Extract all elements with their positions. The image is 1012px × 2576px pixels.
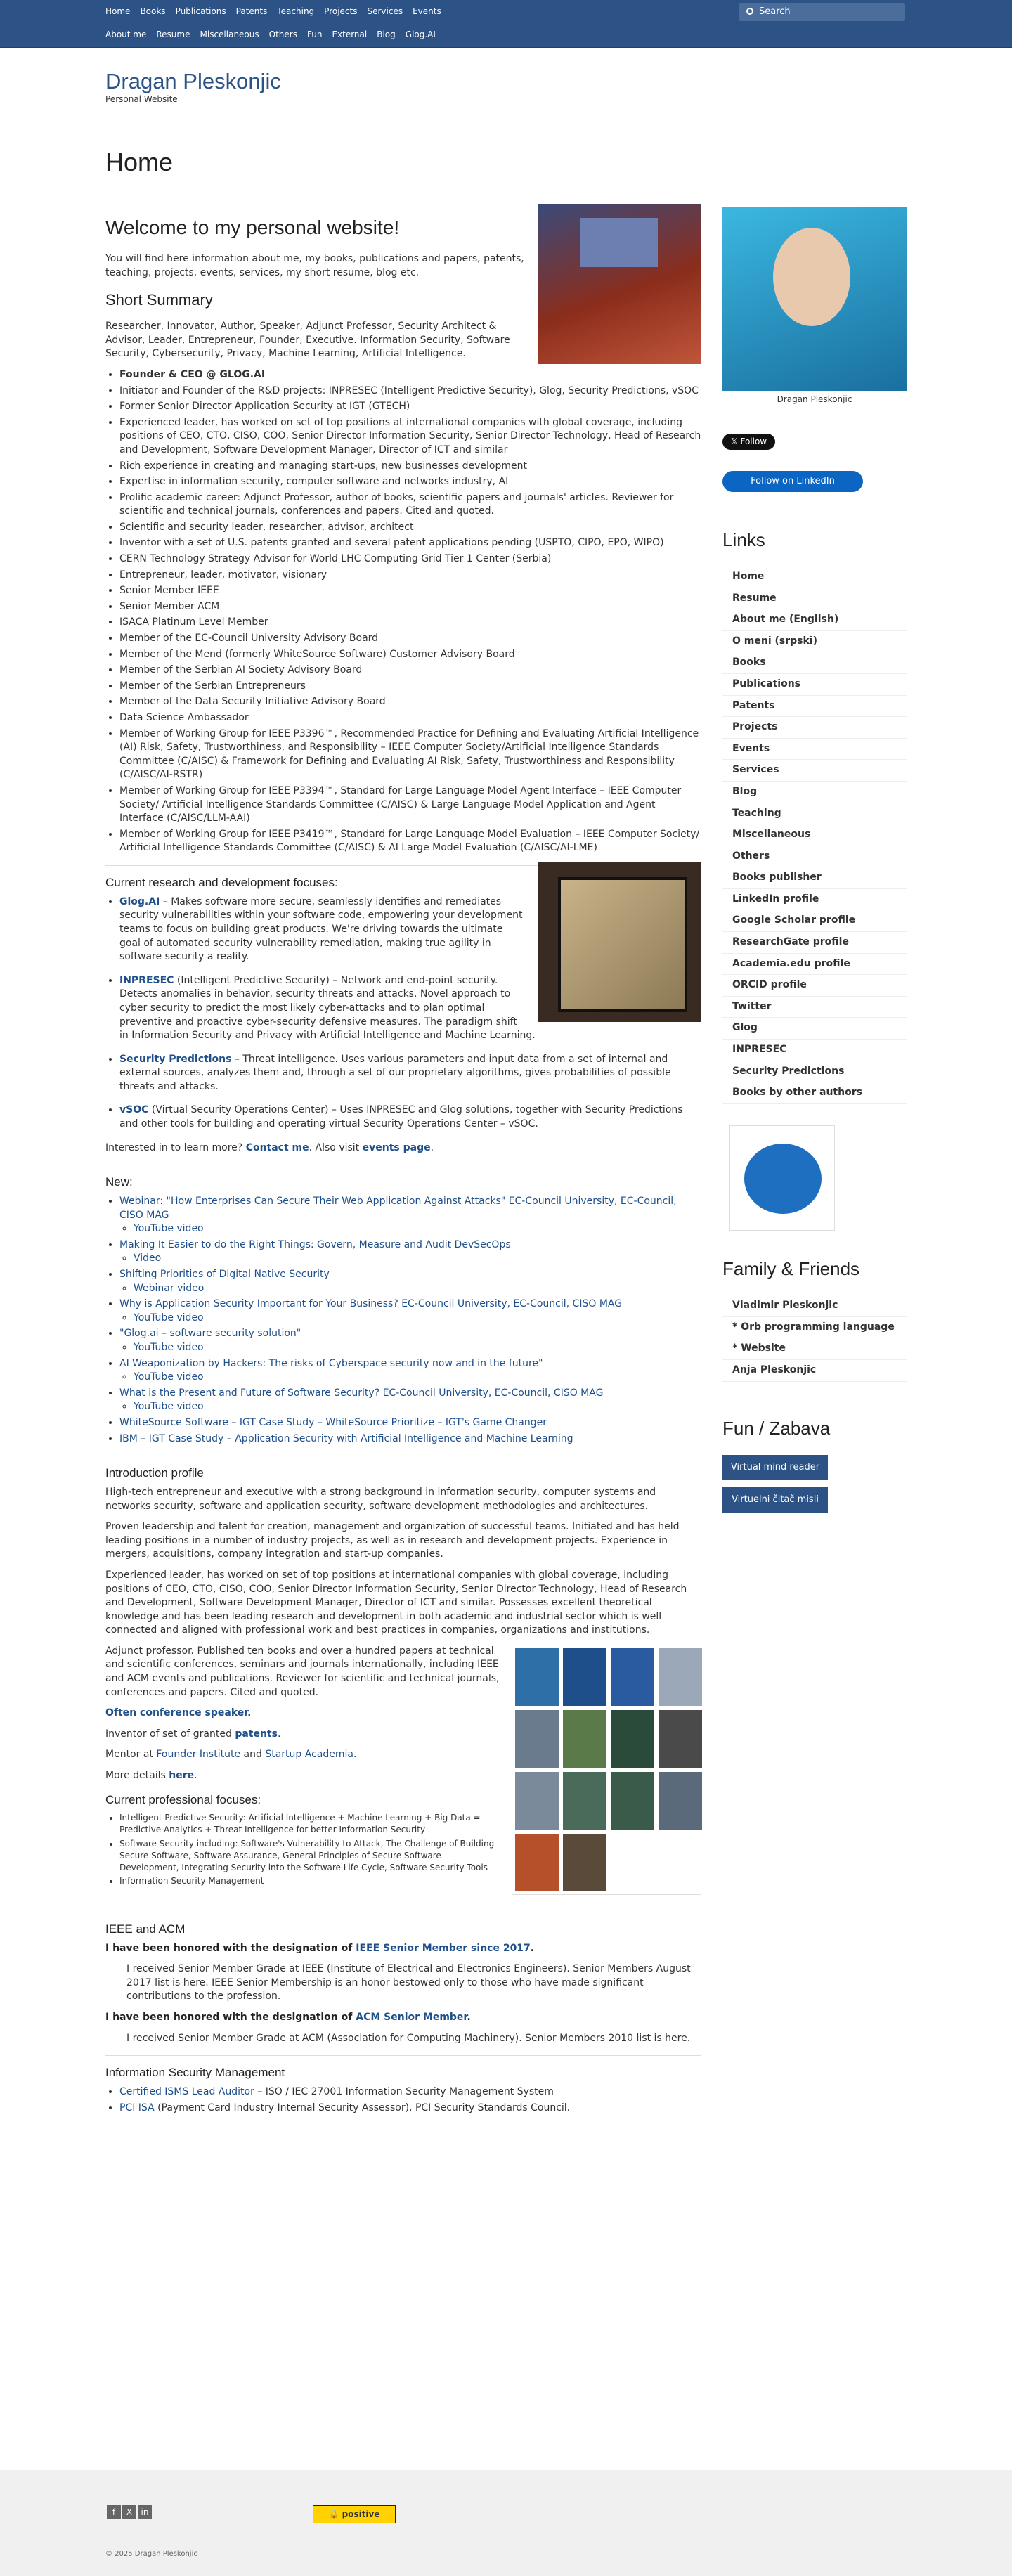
site-subtitle: Personal Website [105, 94, 178, 104]
sidebar-link[interactable]: ResearchGate profile [722, 932, 907, 954]
focus-item [119, 1053, 701, 1094]
summary-item: • Member of the Serbian AI Society Advisory Board [119, 664, 701, 678]
focus-link[interactable]: Glog.AI [119, 895, 160, 907]
news-sublist [134, 1341, 701, 1355]
nav-patents[interactable]: Patents [235, 6, 268, 16]
professional-focus-item: • Information Security Management [119, 1875, 701, 1887]
book-cover[interactable] [515, 1834, 559, 1891]
search-input[interactable] [739, 3, 905, 21]
photo-caption: Dragan Pleskonjic [777, 394, 852, 404]
sidebar-link[interactable]: Resume [722, 588, 907, 610]
summary-item: • Scientific and security leader, researcher, advisor, architect [119, 521, 701, 535]
summary-item: • Former Senior Director Application Security at IGT (GTECH) [119, 400, 701, 414]
book-cover[interactable] [563, 1772, 606, 1830]
sidebar-link[interactable]: Blog [722, 782, 907, 803]
summary-item: • Member of Working Group for IEEE P3394™, Standard for Large Language Model Agent Interface – IEEE Computer Society/ Artificial Intelligence Standards Committee (C/AISC) & Large Language Model Application and Agent Interface (C/AISC/LLM-AAI) [119, 784, 701, 826]
professional-focus-item: • Intelligent Predictive Security: Artificial Intelligence + Machine Learning + Big Data = Predictive Analytics + Threat Intelligence for better Information Security [119, 1812, 701, 1836]
intro-paragraph-1: High-tech entrepreneur and executive with a strong background in information security, computer systems and networks security, software and application security, software development methodologies and architectures. [105, 1486, 656, 1512]
acm-honor-text: I have been honored with the designation of ACM Senior Member. [105, 2012, 471, 2024]
patents-link[interactable]: patents [235, 1728, 278, 1740]
nav-row-2 [105, 25, 446, 44]
news-subitem [134, 1282, 701, 1296]
more-details-link[interactable]: here [169, 1770, 195, 1782]
events-page-link[interactable]: events page [362, 1141, 431, 1153]
nav-fun[interactable]: Fun [306, 29, 323, 39]
nav-services[interactable]: Services [367, 6, 403, 16]
sidebar-link[interactable]: Teaching [722, 803, 907, 825]
news-sublink[interactable]: YouTube video [134, 1341, 204, 1353]
search-icon [746, 8, 753, 15]
ism-list [119, 2085, 701, 2115]
family-link[interactable]: * Orb programming language [722, 1317, 907, 1339]
interest-text: Interested in to learn more? Contact me. Also visit events page. [105, 1141, 434, 1153]
links-heading: Links [722, 529, 765, 550]
top-nav [0, 0, 1012, 48]
site-title[interactable]: Dragan Pleskonjic [105, 69, 281, 93]
focus-link[interactable]: INPRESEC [119, 974, 174, 986]
summary-item: • Member of Working Group for IEEE P3419™, Standard for Large Language Model Evaluation – IEEE Computer Society/ Artificial Intelligence Standards Committee (C/AISC) & AI Large Model Evaluation (C/AISC/AI-LME) [119, 828, 701, 855]
linkedin-icon[interactable]: in [138, 2505, 152, 2519]
ism-link[interactable]: PCI ISA [119, 2102, 155, 2114]
intro-paragraph-2: Proven leadership and talent for creation, management and organization of successful teams. Initiated and has held leading positions in a number of industry projects, as well as in research and development projects. Experience in mergers, acquisitions, company integration and start-up companies. [105, 1521, 680, 1560]
news-sublink[interactable]: YouTube video [134, 1401, 204, 1413]
news-item [119, 1297, 701, 1325]
nav-teaching[interactable]: Teaching [277, 6, 315, 16]
startup-academia-link[interactable]: Startup Academia [265, 1749, 353, 1761]
news-item [119, 1327, 701, 1354]
more-details-text: More details here. [105, 1770, 197, 1782]
ism-text: (Payment Card Industry Internal Security Assessor), PCI Security Standards Council. [154, 2102, 571, 2114]
ieee-acm-heading: IEEE and ACM [105, 1922, 186, 1936]
focus-text: (Virtual Security Operations Center) – Uses INPRESEC and Glog solutions, together with Security Predictions and other tools for building and operating virtual Security Operations Center – vSOC. [119, 1104, 683, 1130]
summary-item: • Initiator and Founder of the R&D projects: INPRESEC (Intelligent Predictive Security), Glog, Security Predictions, vSOC [119, 384, 701, 399]
ism-item [119, 2102, 701, 2116]
sidebar-link[interactable]: Publications [722, 674, 907, 696]
sidebar-link[interactable]: Others [722, 846, 907, 868]
focus-heading: Current research and development focuses: [105, 875, 338, 889]
book-cover[interactable] [563, 1710, 606, 1768]
nav-external[interactable]: External [332, 29, 368, 39]
welcome-heading: Welcome to my personal website! [105, 216, 400, 238]
sidebar-link[interactable]: Patents [722, 696, 907, 718]
family-heading: Family & Friends [722, 1257, 860, 1279]
nav-miscellaneous[interactable]: Miscellaneous [200, 29, 259, 39]
news-link[interactable]: WhiteSource Software – IGT Case Study – WhiteSource Prioritize – IGT's Game Changer [119, 1416, 547, 1428]
ieee-honor-text: I have been honored with the designation of IEEE Senior Member since 2017. [105, 1942, 535, 1954]
sidebar-link[interactable]: Miscellaneous [722, 824, 907, 846]
sidebar-link[interactable]: INPRESEC [722, 1040, 907, 1061]
focus-text: (Intelligent Predictive Security) – Network and end-point security. Detects anomalies in behavior, security threats and attacks. Novel approach to cyber security to predict the most likely cyber-attacks and to plan optimal preventive and proactive cyber-security defensive measures. The paradigm shift in Information Security and Privacy with Artificial Intelligence and Machine Learning. [119, 974, 536, 1042]
new-heading: New: [105, 1175, 133, 1189]
summary-item: • CERN Technology Strategy Advisor for World LHC Computing Grid Tier 1 Center (Serbia) [119, 552, 701, 567]
intro-paragraph-3: Experienced leader, has worked on set of top positions at international companies with global coverage, including positions of CEO, CTO, CISO, COO, Senior Director Information Security, Senior Director Technology, Head of Research and Development, Software Development Manager, Director of ICT and similar. Possesses excellent theoretical knowledge and has been leading research and development in both academic and industrial sector which is well connected and aligned with professional work and best practices in companies, organizations and institutions. [105, 1569, 687, 1636]
founder-institute-link[interactable]: Founder Institute [156, 1749, 241, 1761]
news-subitem [134, 1222, 701, 1236]
ism-text: – ISO / IEC 27001 Information Security Management System [254, 2086, 554, 2098]
news-subitem [134, 1312, 701, 1326]
focus-item [119, 1103, 701, 1131]
fun-heading: Fun / Zabava [722, 1417, 831, 1439]
news-link[interactable]: Why is Application Security Important for Your Business? EC-Council University, EC-Council, CISO MAG [119, 1298, 623, 1310]
summary-list [119, 368, 701, 855]
summary-item: • Entrepreneur, leader, motivator, visionary [119, 569, 701, 583]
book-covers-grid [512, 1645, 701, 1895]
x-icon[interactable]: X [122, 2505, 136, 2519]
news-link[interactable]: "Glog.ai – software security solution" [119, 1328, 301, 1340]
summary-item: • Senior Member IEEE [119, 584, 701, 598]
divider [105, 2055, 701, 2056]
sidebar-link[interactable]: Services [722, 760, 907, 782]
inventor-text: Inventor of set of granted patents. [105, 1728, 281, 1740]
focus-link[interactable]: vSOC [119, 1104, 149, 1116]
intro-profile-heading: Introduction profile [105, 1466, 204, 1480]
news-sublist [134, 1222, 701, 1236]
nav-blog[interactable]: Blog [377, 29, 396, 39]
book-cover[interactable] [515, 1772, 559, 1830]
main-content [105, 209, 701, 2122]
news-sublist [134, 1371, 701, 1385]
news-item [119, 1268, 701, 1295]
sidebar-link[interactable]: Security Predictions [722, 1061, 907, 1083]
news-link[interactable]: IBM – IGT Case Study – Application Security with Artificial Intelligence and Machine Learning [119, 1432, 573, 1444]
news-sublink[interactable]: YouTube video [134, 1371, 204, 1383]
summary-item: • Member of the Serbian Entrepreneurs [119, 680, 701, 694]
news-subitem [134, 1371, 701, 1385]
professional-focus-item: • Software Security including: Software's Vulnerability to Attack, The Challenge of Building Secure Software, Software Assurance, General Principles of Secure Software Development, Integrating Security into the Software Life Cycle, Software Security Tools [119, 1838, 701, 1873]
news-sublink[interactable]: Video [134, 1253, 162, 1264]
family-link[interactable]: Anja Pleskonjic [722, 1360, 907, 1382]
conference-speaker-link[interactable]: Often conference speaker. [105, 1707, 252, 1719]
nav-row-1 [105, 2, 451, 20]
summary-item: • Rich experience in creating and managing start-ups, new businesses development [119, 460, 701, 474]
sidebar-link[interactable]: Books by other authors [722, 1082, 907, 1104]
focus-link[interactable]: Security Predictions [119, 1053, 232, 1065]
ism-heading: Information Security Management [105, 2066, 285, 2080]
intro-paragraph-4: Adjunct professor. Published ten books and over a hundred papers at technical and scientific conferences, seminars and journals internationally, including IEEE and ACM events and publications. Reviewer for scientific and technical journals, conferences and papers. Cited and quoted. [105, 1645, 500, 1698]
summary-item: • Data Science Ambassador [119, 711, 701, 725]
news-sublink[interactable]: Webinar video [134, 1282, 205, 1294]
summary-item: • Senior Member ACM [119, 600, 701, 614]
family-list [722, 1295, 907, 1381]
book-cover[interactable] [659, 1772, 702, 1830]
book-cover[interactable] [563, 1834, 606, 1891]
news-list [119, 1195, 701, 1446]
copyright: © 2025 Dragan Pleskonjic [105, 2550, 197, 2558]
news-link[interactable]: Making It Easier to do the Right Things: Govern, Measure and Audit DevSecOps [119, 1238, 511, 1250]
sidebar-link[interactable]: Twitter [722, 997, 907, 1018]
professional-focus-heading: Current professional focuses: [105, 1792, 261, 1806]
sidebar-link[interactable]: ORCID profile [722, 975, 907, 997]
ieee-plaque-photo [538, 867, 701, 1022]
book-cover[interactable] [611, 1648, 654, 1706]
summary-item: • Founder & CEO @ GLOG.AI [119, 368, 701, 382]
book-cover[interactable] [515, 1648, 559, 1706]
sidebar-link[interactable]: LinkedIn profile [722, 889, 907, 911]
sidebar-link[interactable]: About me (English) [722, 609, 907, 631]
news-subitem [134, 1341, 701, 1355]
footer [0, 2470, 1012, 2576]
summary-item: • Inventor with a set of U.S. patents granted and several patent applications pending (USPTO, CIPO, EPO, WIPO) [119, 536, 701, 550]
contact-me-link[interactable]: Contact me [245, 1141, 309, 1153]
news-link[interactable]: Webinar: "How Enterprises Can Secure Their Web Application Against Attacks" EC-Council University, EC-Council, CISO MAG [119, 1196, 677, 1221]
nav-books[interactable]: Books [140, 6, 166, 16]
book-cover[interactable] [659, 1648, 702, 1706]
dp-logo[interactable] [729, 1125, 835, 1231]
summary-item: • Experienced leader, has worked on set of top positions at international companies with global coverage, including positions of CEO, CTO, CISO, COO, Senior Director Information Security, Senior Director Technology, Head of Research and Development, Software Development Manager, Director of ICT and similar [119, 416, 701, 458]
news-sublist [134, 1252, 701, 1266]
family-link[interactable]: Vladimir Pleskonjic [722, 1295, 907, 1317]
news-subitem [134, 1252, 701, 1266]
facebook-icon[interactable]: f [107, 2505, 121, 2519]
news-item [119, 1432, 701, 1446]
focus-text: – Makes software more secure, seamlessly identifies and remediates security vulnerabilities within your software code, empowering your development teams to focus on building great products. We're driving towards the ultimate goal of automated security vulnerability remediation, making true agility in software security a reality. [119, 895, 523, 963]
news-sublist [134, 1400, 701, 1414]
nav-events[interactable]: Events [413, 6, 441, 16]
acm-paragraph: I received Senior Member Grade at ACM (Association for Computing Machinery). Senior Members 2010 list is here. [126, 2032, 691, 2044]
virtual-mind-reader-button[interactable]: Virtual mind reader [722, 1455, 828, 1480]
profile-photo [722, 207, 907, 391]
short-summary-text: Researcher, Innovator, Author, Speaker, Adjunct Professor, Security Architect & Advisor, Leader, Entrepreneur, Founder, Executive. Information Security, Software Security, Cybersecurity, Privacy, Machine Learning, Artificial Intelligence. [105, 321, 510, 360]
lock-icon: 🔒 [328, 2509, 342, 2519]
follow-linkedin-button[interactable]: Follow on LinkedIn [722, 471, 863, 492]
news-sublist [134, 1282, 701, 1296]
nav-about-me[interactable]: About me [105, 29, 147, 39]
sidebar-link[interactable]: O meni (srpski) [722, 631, 907, 653]
book-cover[interactable] [515, 1710, 559, 1768]
book-cover[interactable] [611, 1710, 654, 1768]
nav-publications[interactable]: Publications [175, 6, 226, 16]
sidebar-link[interactable]: Home [722, 567, 907, 588]
ism-item [119, 2085, 701, 2099]
news-item [119, 1238, 701, 1266]
news-sublist [134, 1312, 701, 1326]
summary-item: • ISACA Platinum Level Member [119, 616, 701, 630]
acm-senior-member-link[interactable]: ACM Senior Member [356, 2012, 467, 2024]
book-cover[interactable] [611, 1772, 654, 1830]
follow-x-button[interactable]: 𝕏 Follow [722, 434, 775, 450]
sidebar-link[interactable]: Books [722, 652, 907, 674]
news-item [119, 1416, 701, 1430]
summary-item: • Member of the Mend (formerly WhiteSource Software) Customer Advisory Board [119, 648, 701, 662]
news-sublink[interactable]: YouTube video [134, 1223, 204, 1235]
news-subitem [134, 1400, 701, 1414]
family-link[interactable]: * Website [722, 1338, 907, 1360]
focus-text: – Threat intelligence. Uses various parameters and input data from a set of internal and external sources, analyzes them and, through a set of our proprietary algorithms, gives probabilities of possible threats and attacks. [119, 1053, 671, 1092]
short-summary-heading: Short Summary [105, 291, 213, 309]
page-title: Home [105, 148, 174, 176]
ism-link[interactable]: Certified ISMS Lead Auditor [119, 2086, 254, 2098]
nav-glog-ai[interactable]: Glog.AI [405, 29, 436, 39]
news-item [119, 1195, 701, 1236]
mentor-text: Mentor at Founder Institute and Startup Academia. [105, 1749, 357, 1761]
book-cover[interactable] [563, 1648, 606, 1706]
sidebar-link[interactable]: Projects [722, 717, 907, 739]
summary-item: • Prolific academic career: Adjunct Professor, author of books, scientific papers and journals' articles. Reviewer for scientific and technical journals, conferences and papers. Cited and quoted. [119, 491, 701, 519]
nav-home[interactable]: Home [105, 6, 131, 16]
social-icons [107, 2505, 153, 2520]
ieee-senior-member-link[interactable]: IEEE Senior Member since 2017 [356, 1942, 531, 1954]
x-icon: 𝕏 [731, 436, 741, 446]
book-cover[interactable] [659, 1710, 702, 1768]
sidebar-link[interactable]: Events [722, 739, 907, 760]
lecture-photo [538, 204, 701, 364]
sidebar-link[interactable]: Glog [722, 1018, 907, 1040]
intro-text: You will find here information about me, my books, publications and papers, patents, teaching, projects, events, services, my short resume, blog etc. [105, 253, 524, 278]
sidebar [722, 207, 907, 1520]
sidebar-link[interactable]: Google Scholar profile [722, 910, 907, 932]
nav-projects[interactable]: Projects [324, 6, 358, 16]
summary-item: • Member of the Data Security Initiative Advisory Board [119, 695, 701, 709]
summary-item: • Member of Working Group for IEEE P3396™, Recommended Practice for Defining and Evaluating Artificial Intelligence (AI) Risk, Safety, Trustworthiness, and Responsibility – IEEE Computer Society/Artificial Intelligence Standards Committee (C/AISC) & Framework for Defining and Evaluating AI Risk, Safety, Trustworthiness and Responsibility (C/AISC/AI-RSTR) [119, 727, 701, 782]
nav-resume[interactable]: Resume [156, 29, 190, 39]
news-sublink[interactable]: YouTube video [134, 1312, 204, 1323]
virtuelni-citac-misli-button[interactable]: Virtuelni čitač misli [722, 1487, 828, 1513]
news-link[interactable]: Shifting Priorities of Digital Native Security [119, 1269, 330, 1281]
search-placeholder: Search [759, 6, 791, 17]
news-link[interactable]: AI Weaponization by Hackers: The risks of Cyberspace security now and in the future" [119, 1357, 543, 1369]
sidebar-link[interactable]: Academia.edu profile [722, 954, 907, 976]
summary-item: • Expertise in information security, computer software and networks industry, AI [119, 475, 701, 489]
positive-ssl-badge: 🔒 positive [313, 2505, 396, 2523]
links-list [722, 567, 907, 1104]
news-link[interactable]: What is the Present and Future of Software Security? EC-Council University, EC-Council, CISO MAG [119, 1387, 604, 1399]
nav-others[interactable]: Others [268, 29, 297, 39]
summary-item: • Member of the EC-Council University Advisory Board [119, 632, 701, 646]
news-item [119, 1357, 701, 1385]
sidebar-link[interactable]: Books publisher [722, 867, 907, 889]
news-item [119, 1387, 701, 1414]
ieee-paragraph: I received Senior Member Grade at IEEE (Institute of Electrical and Electronics Engineers). Senior Members August 2017 list is here. IEEE Senior Membership is an honor bestowed only to those who have made significant contributions to the profession. [126, 1963, 691, 2002]
